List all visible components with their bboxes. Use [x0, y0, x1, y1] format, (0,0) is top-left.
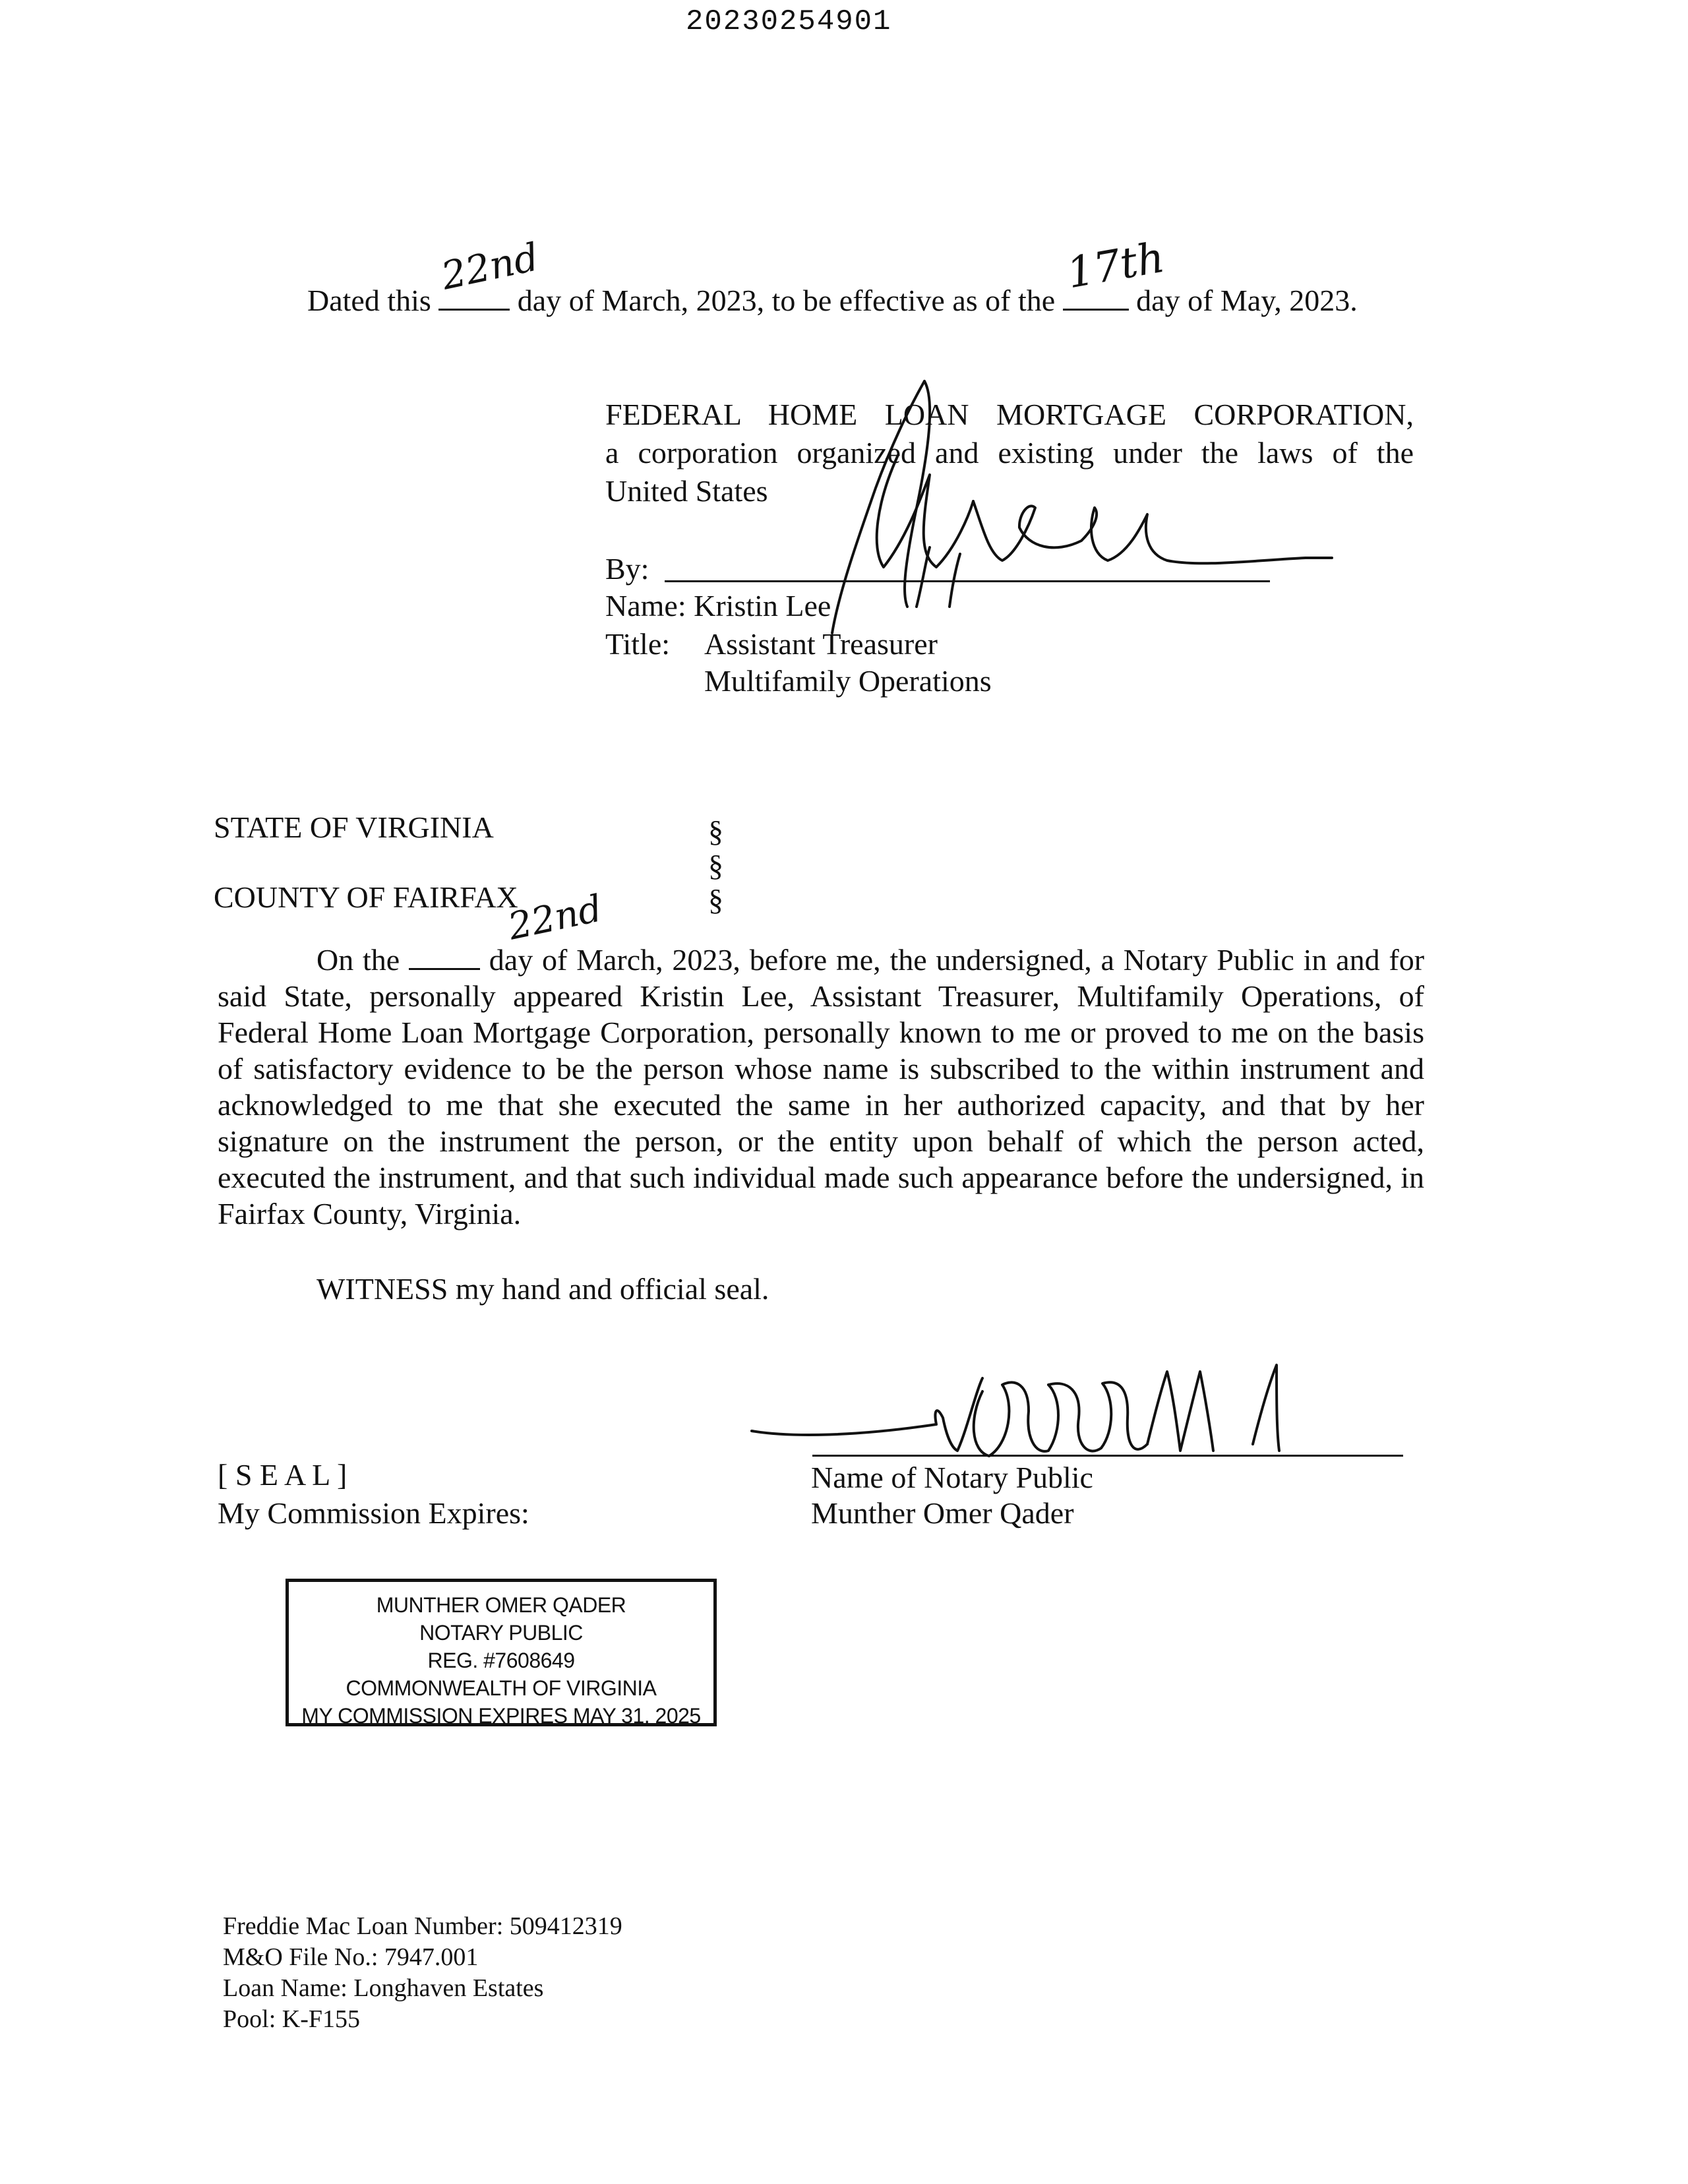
- loan-number-label: Freddie Mac Loan Number:: [223, 1912, 504, 1940]
- name-label: Name:: [605, 589, 686, 622]
- venue-county: COUNTY OF FAIRFAX: [214, 880, 518, 914]
- stamp-line: MUNTHER OMER QADER: [376, 1593, 626, 1617]
- loan-number-row: [223, 1911, 622, 1942]
- commission-expires-label: My Commission Expires:: [218, 1496, 529, 1530]
- file-no-row: [223, 1942, 622, 1973]
- corporation-name: FEDERAL HOME LOAN MORTGAGE CORPORATION,: [605, 398, 1414, 431]
- pool-label: Pool:: [223, 2005, 276, 2033]
- title-label: Title:: [605, 627, 671, 661]
- corporation-description-1: a corporation organized and existing under the laws of the: [605, 436, 1414, 470]
- loan-name-label: Loan Name:: [223, 1974, 347, 2002]
- document-number: 20230254901: [686, 5, 892, 38]
- title-line-2: Multifamily Operations: [704, 664, 992, 698]
- loan-name-row: [223, 1973, 622, 2004]
- venue-state: STATE OF VIRGINIA: [214, 810, 494, 844]
- loan-details: [223, 1911, 622, 2035]
- notary-stamp: [286, 1579, 717, 1726]
- stamp-line: MY COMMISSION EXPIRES MAY 31, 2025: [301, 1704, 701, 1728]
- loan-number-value: 509412319: [509, 1912, 622, 1940]
- stamp-line: COMMONWEALTH OF VIRGINIA: [346, 1676, 657, 1700]
- dated-middle: day of March, 2023, to be effective as of the: [517, 284, 1056, 317]
- loan-name-value: Longhaven Estates: [353, 1974, 544, 2002]
- dated-suffix: day of May, 2023.: [1136, 284, 1358, 317]
- seal-label: [ S E A L ]: [218, 1458, 347, 1492]
- file-no-label: M&O File No.:: [223, 1943, 378, 1971]
- by-label: By:: [605, 552, 649, 586]
- ack-day-handwritten: 22nd: [504, 887, 606, 949]
- signatory-name: Kristin Lee: [694, 589, 831, 622]
- corporation-description-2: United States: [605, 474, 768, 508]
- pool-value: K-F155: [282, 2005, 360, 2033]
- pool-row: [223, 2004, 622, 2035]
- stamp-line: REG. #7608649: [427, 1649, 575, 1672]
- notary-name: Munther Omer Qader: [811, 1496, 1074, 1530]
- section-mark-3: §: [708, 883, 723, 917]
- ack-prefix: On the: [316, 943, 400, 977]
- title-line-1: Assistant Treasurer: [704, 627, 938, 661]
- ack-body: day of March, 2023, before me, the undersigned, a Notary Public in and for said State, personally appeared Kristin Lee, Assistant Treasurer, Multifamily Operations, of Federal Home Loan Mortgage Corporation, personally known to me or proved to me on the basis of satisfactory evidence to be the person whose name is subscribed to the within instrument and acknowledged to me that she executed the same in her authorized capacity, and that by her signature on the instrument the person, or the entity upon behalf of which the person acted, executed the instrument, and that such individual made such appearance before the undersigned, in Fairfax County, Virginia.: [218, 943, 1425, 1230]
- witness-line: WITNESS my hand and official seal.: [316, 1272, 769, 1306]
- notary-name-caption: Name of Notary Public: [811, 1461, 1093, 1494]
- file-no-value: 7947.001: [384, 1943, 479, 1971]
- dated-prefix: Dated this: [307, 284, 431, 317]
- dated-day-handwritten: 22nd: [437, 234, 543, 299]
- section-mark-1: §: [708, 814, 723, 848]
- stamp-line: NOTARY PUBLIC: [419, 1621, 583, 1645]
- section-mark-2: §: [708, 849, 723, 882]
- effective-day-handwritten: 17th: [1063, 233, 1168, 299]
